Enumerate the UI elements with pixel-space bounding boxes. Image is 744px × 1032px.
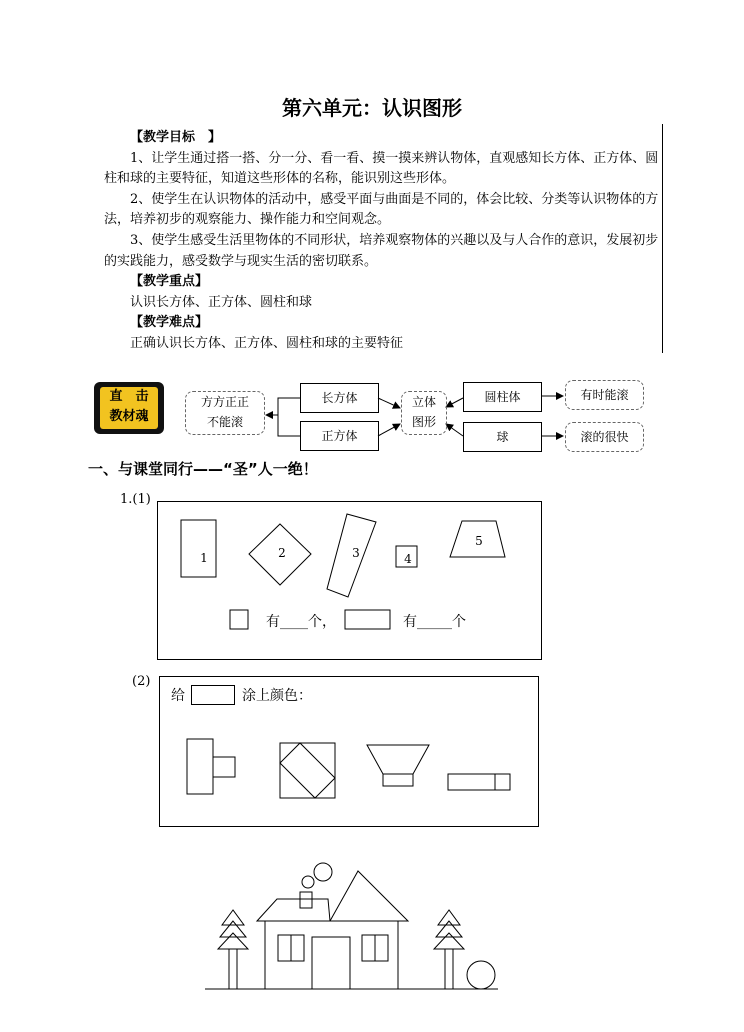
objective-item-2: 2、使学生在认识物体的活动中，感受平面与曲面是不同的，体会比较、分类等认识物体的方法，培养初步的观察能力、操作能力和空间观念。	[104, 191, 659, 228]
center-line-2: 图形	[411, 415, 436, 429]
question-1-panel	[157, 501, 542, 660]
shape-1-rectangle	[181, 520, 216, 577]
shape-2-number: 2	[278, 546, 286, 560]
figure-2-square	[280, 743, 335, 798]
note-square-cannot-roll	[185, 391, 265, 435]
difficulty-heading: 【教学难点】	[130, 315, 209, 331]
tree-left-middle	[220, 921, 246, 937]
question-1-label: 1.(1)	[120, 492, 151, 507]
figure-2-inner-rectangle	[280, 743, 335, 798]
shape-1-number: 1	[200, 551, 208, 565]
badge-line-1: 直 击	[109, 389, 149, 404]
arrow-cuboid	[378, 398, 400, 408]
box-cuboid: 长方体	[300, 383, 379, 413]
tree-right-bottom	[434, 933, 464, 949]
difficulty-text: 正确认识长方体、正方体、圆柱和球的主要特征	[130, 335, 404, 351]
box-cylinder: 圆柱体	[463, 382, 542, 412]
square-answer-icon	[230, 610, 248, 629]
figure-4-long-rectangle	[448, 774, 510, 790]
arrow-cube	[378, 424, 400, 436]
arrow-cylinder	[446, 398, 463, 407]
box-cube: 正方体	[300, 421, 379, 451]
objectives-heading: 【教学目标 】	[130, 130, 222, 145]
shape-5-number: 5	[475, 534, 483, 548]
note-left-line-1: 方方正正	[200, 395, 249, 409]
house-body	[265, 921, 398, 989]
center-line-1: 立体	[411, 395, 436, 409]
box-ball: 球	[463, 422, 542, 452]
tree-right-middle	[436, 921, 462, 937]
give-label: 给	[171, 688, 185, 704]
door	[312, 937, 350, 989]
key-points-text: 认识长方体、正方体、圆柱和球	[130, 294, 313, 310]
fill-square-count[interactable]: 有____个，	[266, 614, 336, 630]
question-1-shapes	[158, 502, 541, 659]
arrow-ball	[446, 424, 463, 436]
figure-1-tall-rectangle	[187, 739, 213, 794]
margin-line	[662, 124, 663, 353]
tree-left-trunk	[229, 949, 237, 989]
page-title: 第六单元：认识图形	[282, 96, 462, 120]
ball	[467, 961, 495, 989]
objective-item-3: 3、使学生感受生活里物体的不同形状，培养观察物体的兴趣以及与人合作的意识，发展初步的实践能力，感受数学与现实生活的密切联系。	[104, 232, 659, 269]
shape-4-number: 4	[404, 552, 412, 566]
tree-left-top	[222, 910, 244, 925]
figure-1-small-square	[213, 757, 235, 777]
note-sometimes-roll: 有时能滚	[565, 380, 644, 410]
fill-rectangle-count[interactable]: 有_____个	[403, 614, 466, 630]
bracket-left	[278, 398, 300, 436]
question-2-panel	[159, 676, 539, 827]
color-instruction: 涂上颜色：	[242, 688, 312, 704]
objective-item-1: 1、让学生通过搭一搭、分一分、看一看、摸一摸来辨认物体，直观感知长方体、正方体、圆柱和球的主要特征，知道这些形体的名称，能识别这些形体。	[104, 150, 659, 187]
tree-left-bottom	[218, 933, 248, 949]
question-2-shapes	[160, 677, 538, 826]
smoke-circle-large	[314, 863, 332, 881]
note-left-line-2: 不能滚	[206, 415, 243, 429]
objectives-block	[104, 128, 660, 355]
roof-right	[330, 871, 408, 921]
figure-3-trapezoid	[367, 745, 429, 774]
tree-right-trunk	[445, 949, 453, 989]
figure-3-base-rectangle	[383, 774, 413, 786]
smoke-circle-small	[302, 876, 314, 888]
chimney	[300, 892, 312, 908]
note-roll-fast: 滚的很快	[565, 422, 644, 452]
rectangle-answer-icon	[345, 610, 390, 629]
tree-right-top	[438, 910, 460, 925]
question-2-label: (2)	[132, 674, 151, 689]
roof-left	[257, 899, 330, 921]
badge-line-2: 教材魂	[109, 409, 149, 424]
key-points-heading: 【教学重点】	[130, 274, 209, 290]
section-heading: 一、与课堂同行——“圣”人一绝！	[88, 460, 318, 478]
box-solid-figures	[401, 391, 447, 435]
house-picture	[200, 855, 510, 995]
shape-3-number: 3	[352, 546, 360, 560]
